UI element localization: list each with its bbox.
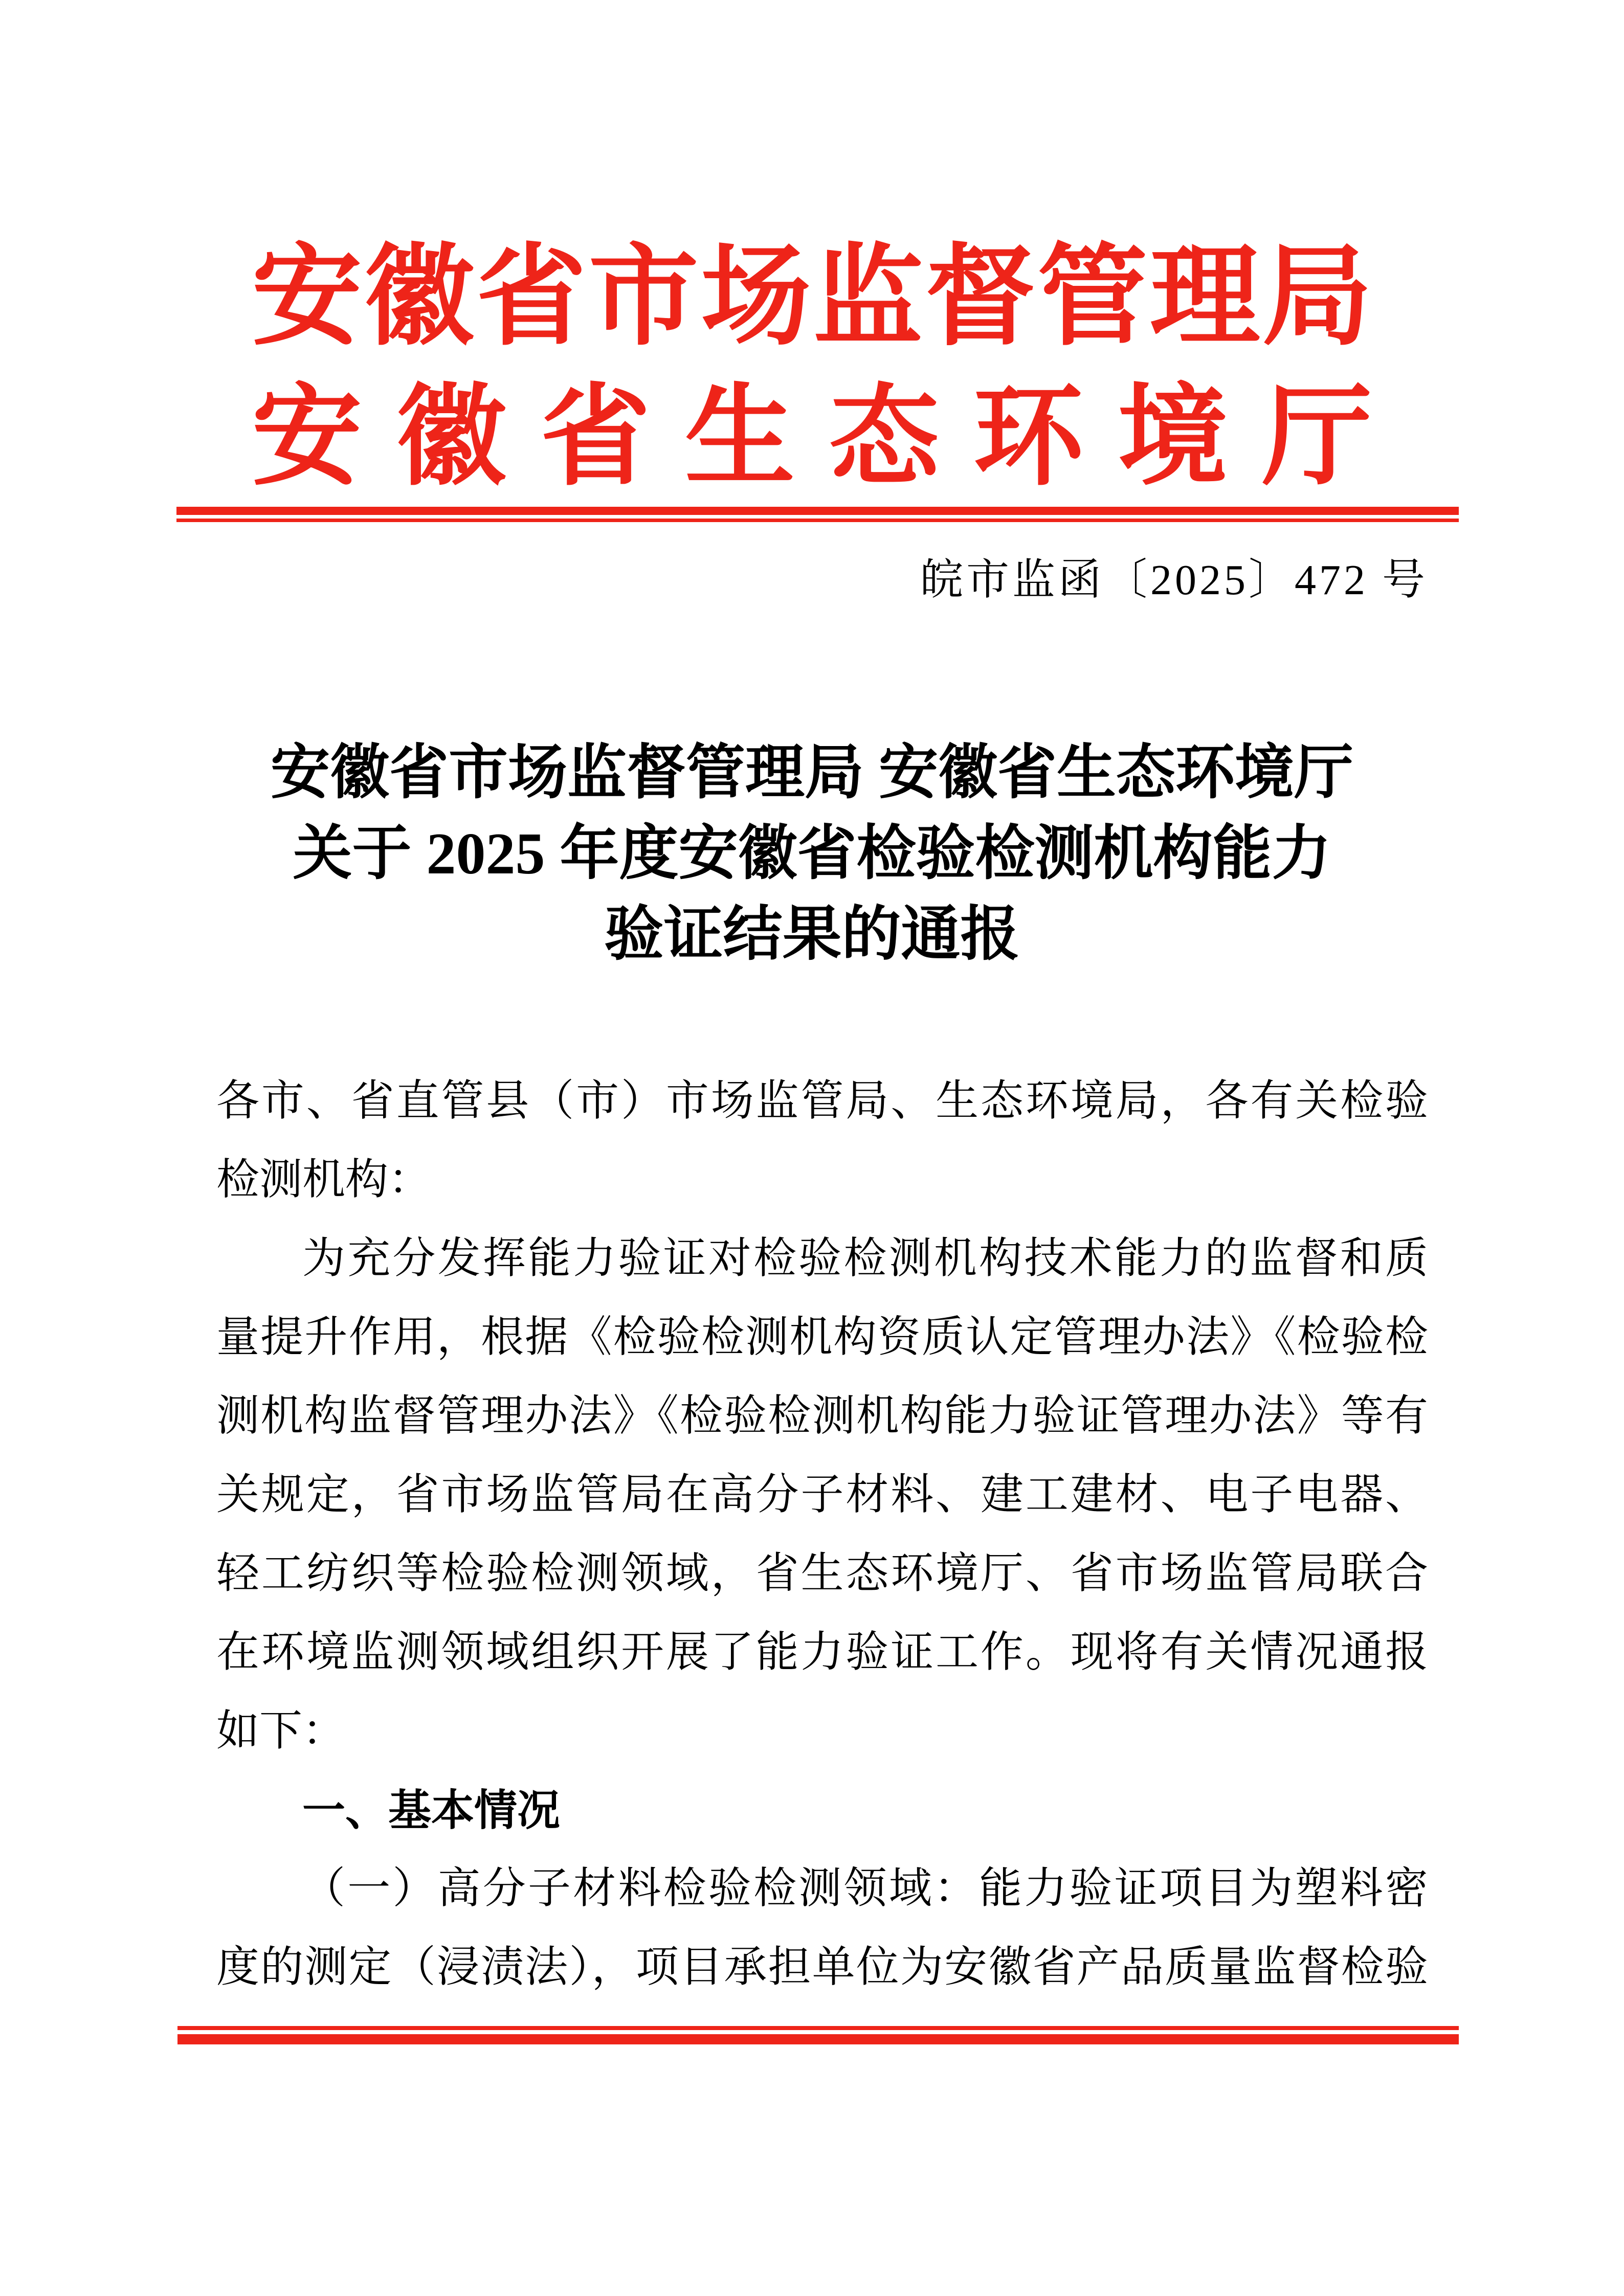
letterhead — [0, 228, 1624, 508]
salutation-line-2: 检测机构： — [216, 1156, 432, 1204]
header-separator-thick-bar — [176, 507, 1459, 515]
section-heading-basic-situation: 一、基本情况 — [302, 1786, 561, 1834]
agency-name-line-2: 安 徽 省 生 态 环 境 厅 — [252, 376, 1372, 499]
body-line-7: 轻工纺织等检验检测领域，省生态环境厅、省市场监管局联合 — [216, 1550, 1428, 1597]
title-line-3: 验证结果的通报 — [604, 902, 1020, 967]
body-line-11: （一）高分子材料检验检测领域：能力验证项目为塑料密 — [302, 1865, 1428, 1912]
body-line-8: 在环境监测领域组织开展了能力验证工作。现将有关情况通报 — [216, 1629, 1428, 1676]
body-line-9: 如下： — [216, 1707, 346, 1755]
body-line-4: 量提升作用，根据《检验检测机构资质认定管理办法》《检验检 — [216, 1314, 1428, 1361]
header-separator — [176, 507, 1459, 522]
salutation-line-1: 各市、省直管县（市）市场监管局、生态环境局，各有关检验 — [216, 1077, 1428, 1125]
footer-separator-thin-bar — [177, 2026, 1459, 2030]
body-line-12: 度的测定（浸渍法），项目承担单位为安徽省产品质量监督检验 — [216, 1944, 1428, 1991]
document-title — [0, 733, 1624, 975]
document-body — [216, 1062, 1428, 2007]
header-separator-gap — [176, 515, 1459, 519]
body-line-3: 为充分发挥能力验证对检验检测机构技术能力的监督和质 — [302, 1235, 1428, 1282]
agency-name-line-1: 安 徽 省 市 场 监 督 管 理 局 — [252, 236, 1372, 358]
body-line-5: 测机构监督管理办法》《检验检测机构能力验证管理办法》等有 — [216, 1392, 1428, 1440]
footer-separator-thick-bar — [177, 2034, 1459, 2044]
title-line-1: 安徽省市场监督管理局 安徽省生态环境厅 — [271, 740, 1353, 806]
title-line-2: 关于 2025 年度安徽省检验检测机构能力 — [293, 821, 1331, 887]
document-number: 皖市监函〔2025〕472 号 — [920, 556, 1428, 604]
header-separator-thin-bar — [176, 519, 1459, 522]
footer-separator — [177, 2026, 1459, 2044]
body-line-6: 关规定，省市场监管局在高分子材料、建工建材、电子电器、 — [216, 1471, 1428, 1519]
footer-separator-gap — [177, 2030, 1459, 2034]
